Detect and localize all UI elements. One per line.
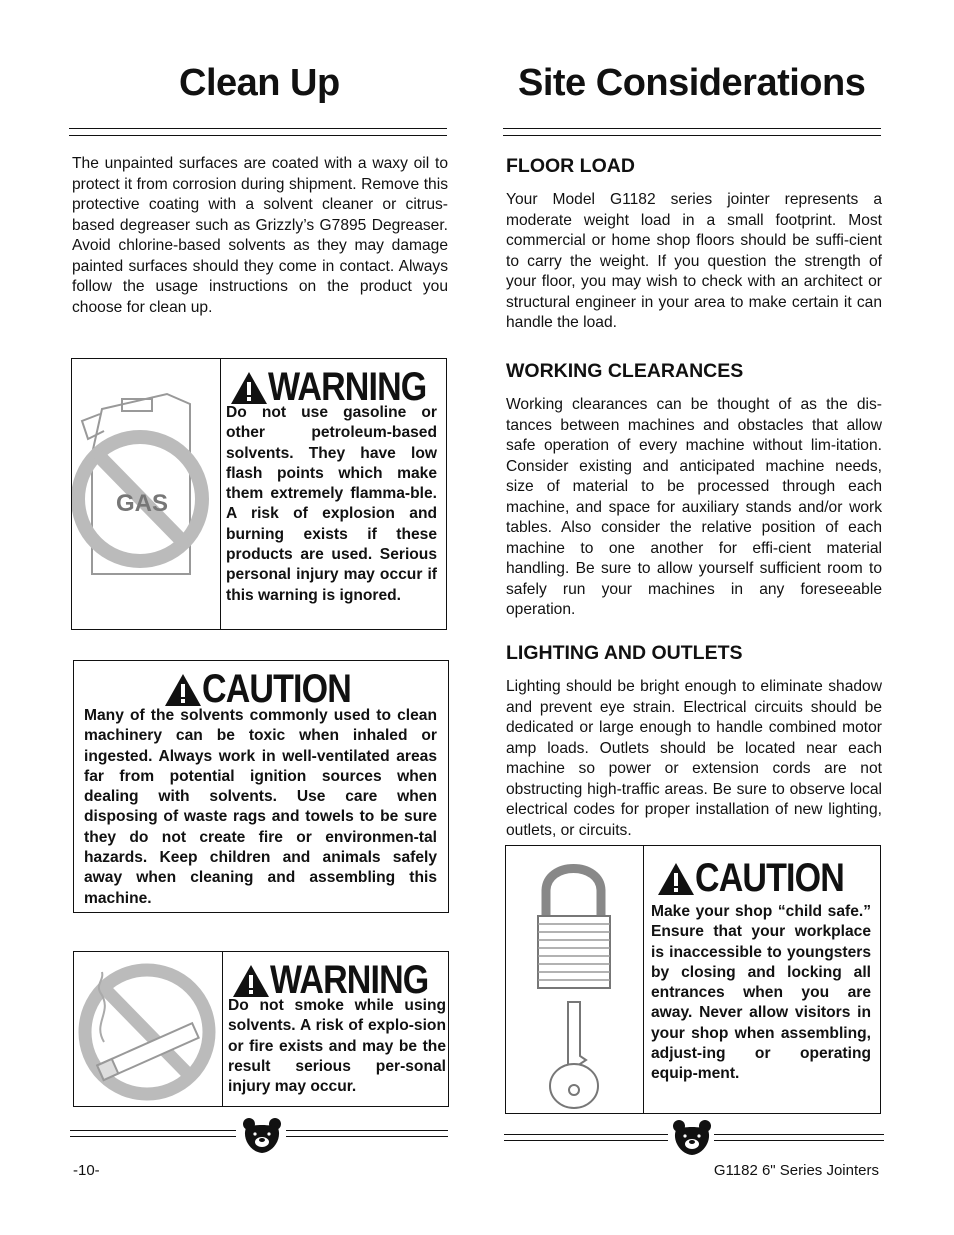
footer-rule-left-a [70, 1130, 236, 1137]
footer-rule-left-b [286, 1130, 448, 1137]
child-safe-text-cell [643, 846, 880, 1113]
no-smoking-icon [74, 952, 220, 1106]
grizzly-bear-logo-left [240, 1118, 284, 1154]
grizzly-bear-logo-right [670, 1120, 714, 1156]
caution-word-2: CAUTION [695, 856, 844, 900]
solvent-caution-text: Many of the solvents commonly used to clean machinery can be toxic when inhaled or ingested. Always work in well-ventilated areas far from potential ignition sources when dealing with solvents. Use care when disposing of waste rags and towels to be sure they do not create fire or environmen-tal hazards. Keep children and animals safely away when cleaning and assembling this machine. [84, 707, 437, 907]
document-title: G1182 6" Series Jointers [713, 1162, 879, 1179]
padlock-key-icon [506, 846, 641, 1113]
footer-rule-right-a [504, 1134, 668, 1141]
site-considerations-title: Site Considerations [518, 62, 866, 104]
child-safe-caution-box [505, 845, 881, 1114]
solvent-caution-box [73, 660, 449, 913]
smoking-warning-text-cell [222, 952, 448, 1106]
warning-word: WARNING [268, 365, 427, 409]
gasoline-warning-box [71, 358, 447, 630]
working-clearances-heading: WORKING CLEARANCES [506, 360, 744, 382]
clean-up-title: Clean Up [179, 62, 340, 104]
floor-load-heading: FLOOR LOAD [506, 155, 635, 177]
child-safe-caution-text: Make your shop “child safe.” Ensure that your workplace is inaccessible to youngsters by closing and locking all entrances when you are away. Never allow visitors in your shop when assembling, adjust-ing or operating equip-ment. [651, 903, 871, 1083]
caution-triangle-icon [164, 673, 202, 707]
floor-load-body: Your Model G1182 series jointer represents a moderate weight load in a small footprint. Most commercial or home shop floors should be suffi-cient to carry the weight. If you question the strength of your floor, you may wish to check with an architect or structural engineer in your area to make certain it can handle the load. [506, 191, 882, 331]
title-rule [69, 128, 447, 136]
gas-can-image [72, 359, 221, 629]
caution-word: CAUTION [202, 667, 351, 711]
title-rule-right [503, 128, 881, 136]
lock-key-image [506, 846, 644, 1113]
lighting-outlets-body: Lighting should be bright enough to eliminate shadow and prevent eye strain. Electrical circuits should be dedicated or large enough to handle combined motor amp loads. Outlets should be located near each machine so power or extension cords are not obstructing high-traffic areas. Be sure to observe local electrical codes for proper installation of new lighting, outlets, or circuits. [506, 678, 882, 839]
warning-triangle-icon [230, 371, 268, 405]
warning-triangle-icon [232, 964, 270, 998]
smoking-warning-box [73, 951, 449, 1107]
caution-signal-2 [657, 856, 870, 901]
caution-triangle-icon [657, 862, 695, 896]
footer-rule-right-b [714, 1134, 884, 1141]
clean-up-intro: The unpainted surfaces are coated with a waxy oil to protect it from corrosion during shipment. Remove this protective coating with a solvent cleaner or citrus-based degreaser such as Grizzly’s G7895 Degreaser. Avoid chlorine-based solvents as they may damage painted surfaces should they come in contact. Always follow the usage instructions on the product you choose for clean up. [72, 155, 448, 316]
gasoline-warning-text-cell [220, 359, 446, 629]
no-gasoline-icon [72, 359, 218, 629]
smoking-warning-text: Do not smoke while using solvents. A risk of explo-sion or fire exists and may be the result serious per-sonal injury may occur. [228, 997, 446, 1096]
working-clearances-body: Working clearances can be thought of as the dis-tances between machines and obstacles that allow safe operation of every machine without lim-itation. Consider existing and anticipated machine needs, size of material to be processed through each machine, and space for auxiliary stands and/or work tables. Also consider the relative position of each machine to one another for effi-cient material handling. Be sure to allow yourself sufficient room to safely run your machines in any foreseeable operation. [506, 396, 882, 618]
lighting-outlets-heading: LIGHTING AND OUTLETS [506, 642, 743, 664]
warning-word-2: WARNING [270, 958, 429, 1002]
page-number: -10- [73, 1162, 100, 1179]
no-smoking-image [74, 952, 223, 1106]
gasoline-warning-text: Do not use gasoline or other petroleum-based solvents. They have low flash points which make them extremely flamma-ble. A risk of explosion and burning exists if these products are used. Serious personal injury may occur if this warning is ignored. [226, 404, 437, 604]
gas-label: GAS [115, 490, 169, 517]
